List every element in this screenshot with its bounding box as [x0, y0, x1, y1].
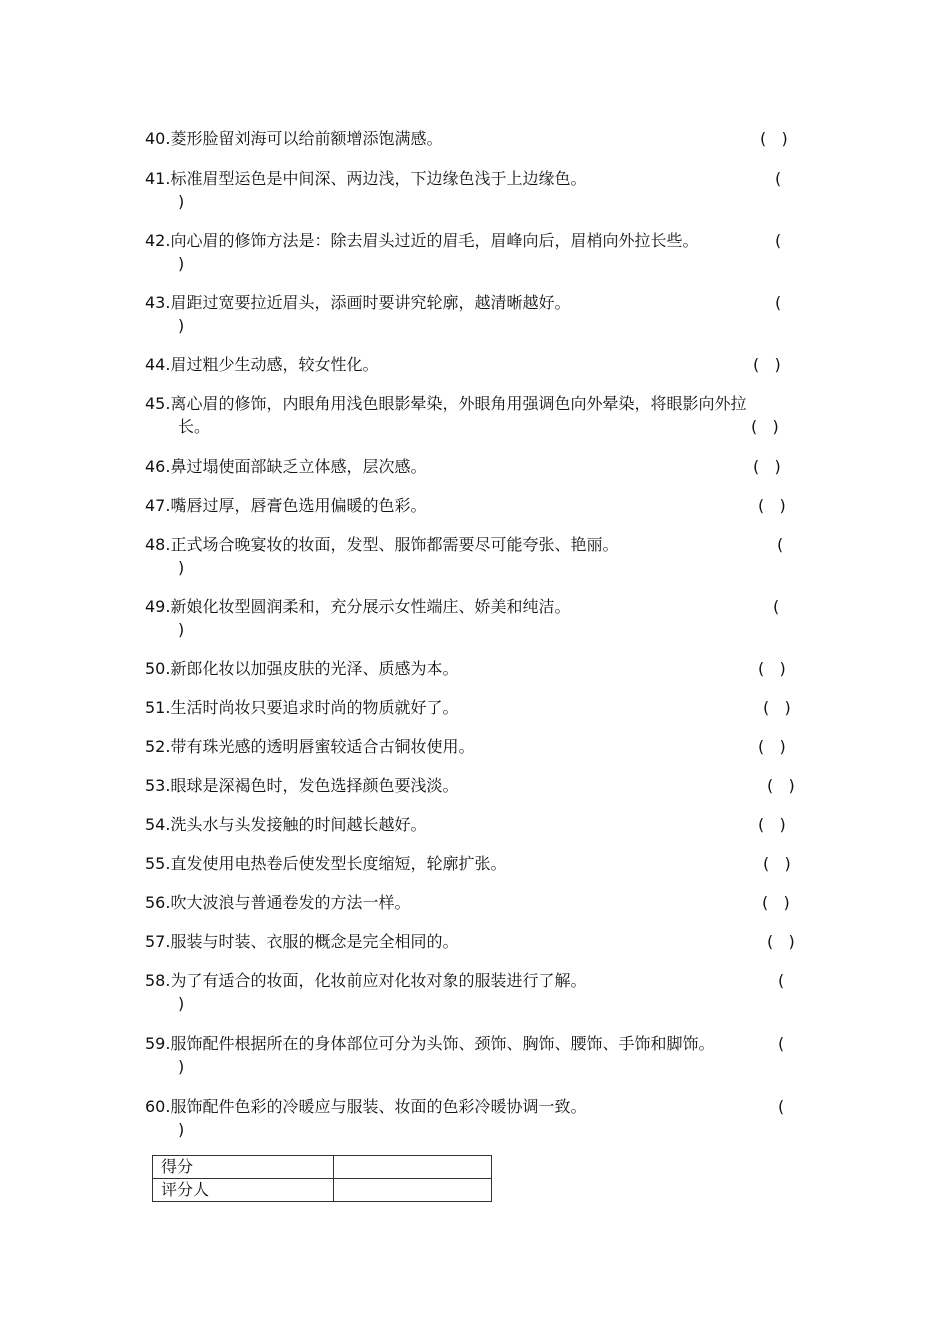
answer-blank: ( ) — [753, 457, 781, 476]
question-text: 47.嘴唇过厚，唇膏色选用偏暖的色彩。 — [145, 496, 427, 515]
question-text: 42.向心眉的修饰方法是：除去眉头过近的眉毛，眉峰向后，眉梢向外拉长些。 — [145, 231, 699, 250]
answer-blank-open: ( — [775, 169, 782, 188]
score-label: 得分 — [153, 1156, 334, 1179]
question-text: 57.服装与时装、衣服的概念是完全相同的。 — [145, 932, 459, 951]
question-53 — [145, 774, 810, 797]
question-text: 43.眉距过宽要拉近眉头，添画时要讲究轮廓，越清晰越好。 — [145, 293, 571, 312]
question-51 — [145, 696, 810, 719]
answer-blank-open: ( — [778, 971, 785, 990]
answer-blank-open: ( — [775, 293, 782, 312]
question-text: 46.鼻过塌使面部缺乏立体感，层次感。 — [145, 457, 427, 476]
answer-blank-close: ) — [178, 1057, 185, 1076]
question-42 — [145, 229, 810, 275]
grader-row — [153, 1179, 492, 1202]
question-52 — [145, 735, 810, 758]
question-44 — [145, 353, 810, 376]
question-57 — [145, 930, 810, 953]
question-50 — [145, 657, 810, 680]
answer-blank-close: ) — [178, 1120, 185, 1139]
question-49 — [145, 595, 810, 641]
question-text: 54.洗头水与头发接触的时间越长越好。 — [145, 815, 427, 834]
answer-blank: ( ) — [751, 417, 779, 436]
question-text: 45.离心眉的修饰，内眼角用浅色眼影晕染，外眼角用强调色向外晕染，将眼影向外拉 — [145, 394, 747, 413]
question-text: 50.新郎化妆以加强皮肤的光泽、质感为本。 — [145, 659, 459, 678]
answer-blank: ( ) — [763, 854, 791, 873]
question-55 — [145, 852, 810, 875]
score-table — [152, 1155, 492, 1202]
answer-blank: ( ) — [767, 932, 795, 951]
question-text: 41.标准眉型运色是中间深、两边浅，下边缘色浅于上边缘色。 — [145, 169, 587, 188]
question-text: 52.带有珠光感的透明唇蜜较适合古铜妆使用。 — [145, 737, 475, 756]
answer-blank-close: ) — [178, 192, 185, 211]
answer-blank-close: ) — [178, 994, 185, 1013]
question-43 — [145, 291, 810, 337]
answer-blank: ( ) — [763, 698, 791, 717]
question-text: 49.新娘化妆型圆润柔和，充分展示女性端庄、娇美和纯洁。 — [145, 597, 571, 616]
question-60 — [145, 1095, 810, 1141]
question-text: 44.眉过粗少生动感，较女性化。 — [145, 355, 379, 374]
answer-blank: ( ) — [758, 815, 786, 834]
question-text: 59.服饰配件根据所在的身体部位可分为头饰、颈饰、胸饰、腰饰、手饰和脚饰。 — [145, 1034, 715, 1053]
answer-blank-open: ( — [778, 1034, 785, 1053]
question-continuation: 长。 ( ) — [178, 417, 779, 436]
question-48 — [145, 533, 810, 579]
answer-blank: ( ) — [760, 129, 788, 148]
question-47 — [145, 494, 810, 517]
score-row — [153, 1156, 492, 1179]
answer-blank-close: ) — [178, 620, 185, 639]
answer-blank: ( ) — [758, 737, 786, 756]
grader-label: 评分人 — [153, 1179, 334, 1202]
answer-blank-close: ) — [178, 316, 185, 335]
answer-blank: ( ) — [762, 893, 790, 912]
grader-field[interactable] — [334, 1179, 492, 1202]
question-text: 40.菱形脸留刘海可以给前额增添饱满感。 — [145, 129, 443, 148]
question-text: 51.生活时尚妆只要追求时尚的物质就好了。 — [145, 698, 459, 717]
answer-blank-open: ( — [773, 597, 780, 616]
answer-blank: ( ) — [753, 355, 781, 374]
question-text: 60.服饰配件色彩的冷暖应与服装、妆面的色彩冷暖协调一致。 — [145, 1097, 587, 1116]
score-field[interactable] — [334, 1156, 492, 1179]
answer-blank-open: ( — [775, 231, 782, 250]
question-59 — [145, 1032, 810, 1078]
answer-blank: ( ) — [758, 659, 786, 678]
answer-blank-close: ) — [178, 558, 185, 577]
answer-blank: ( ) — [767, 776, 795, 795]
question-text: 56.吹大波浪与普通卷发的方法一样。 — [145, 893, 411, 912]
answer-blank-open: ( — [777, 535, 784, 554]
question-54 — [145, 813, 810, 836]
question-41 — [145, 167, 810, 213]
answer-blank-close: ) — [178, 254, 185, 273]
question-56 — [145, 891, 810, 914]
question-text: 48.正式场合晚宴妆的妆面，发型、服饰都需要尽可能夸张、艳丽。 — [145, 535, 619, 554]
question-46 — [145, 455, 810, 478]
answer-blank-open: ( — [778, 1097, 785, 1116]
question-45 — [145, 392, 810, 438]
question-text: 55.直发使用电热卷后使发型长度缩短，轮廓扩张。 — [145, 854, 507, 873]
question-text: 58.为了有适合的妆面，化妆前应对化妆对象的服装进行了解。 — [145, 971, 587, 990]
question-text: 53.眼球是深褐色时，发色选择颜色要浅淡。 — [145, 776, 459, 795]
question-58 — [145, 969, 810, 1015]
question-40 — [145, 127, 810, 150]
answer-blank: ( ) — [758, 496, 786, 515]
